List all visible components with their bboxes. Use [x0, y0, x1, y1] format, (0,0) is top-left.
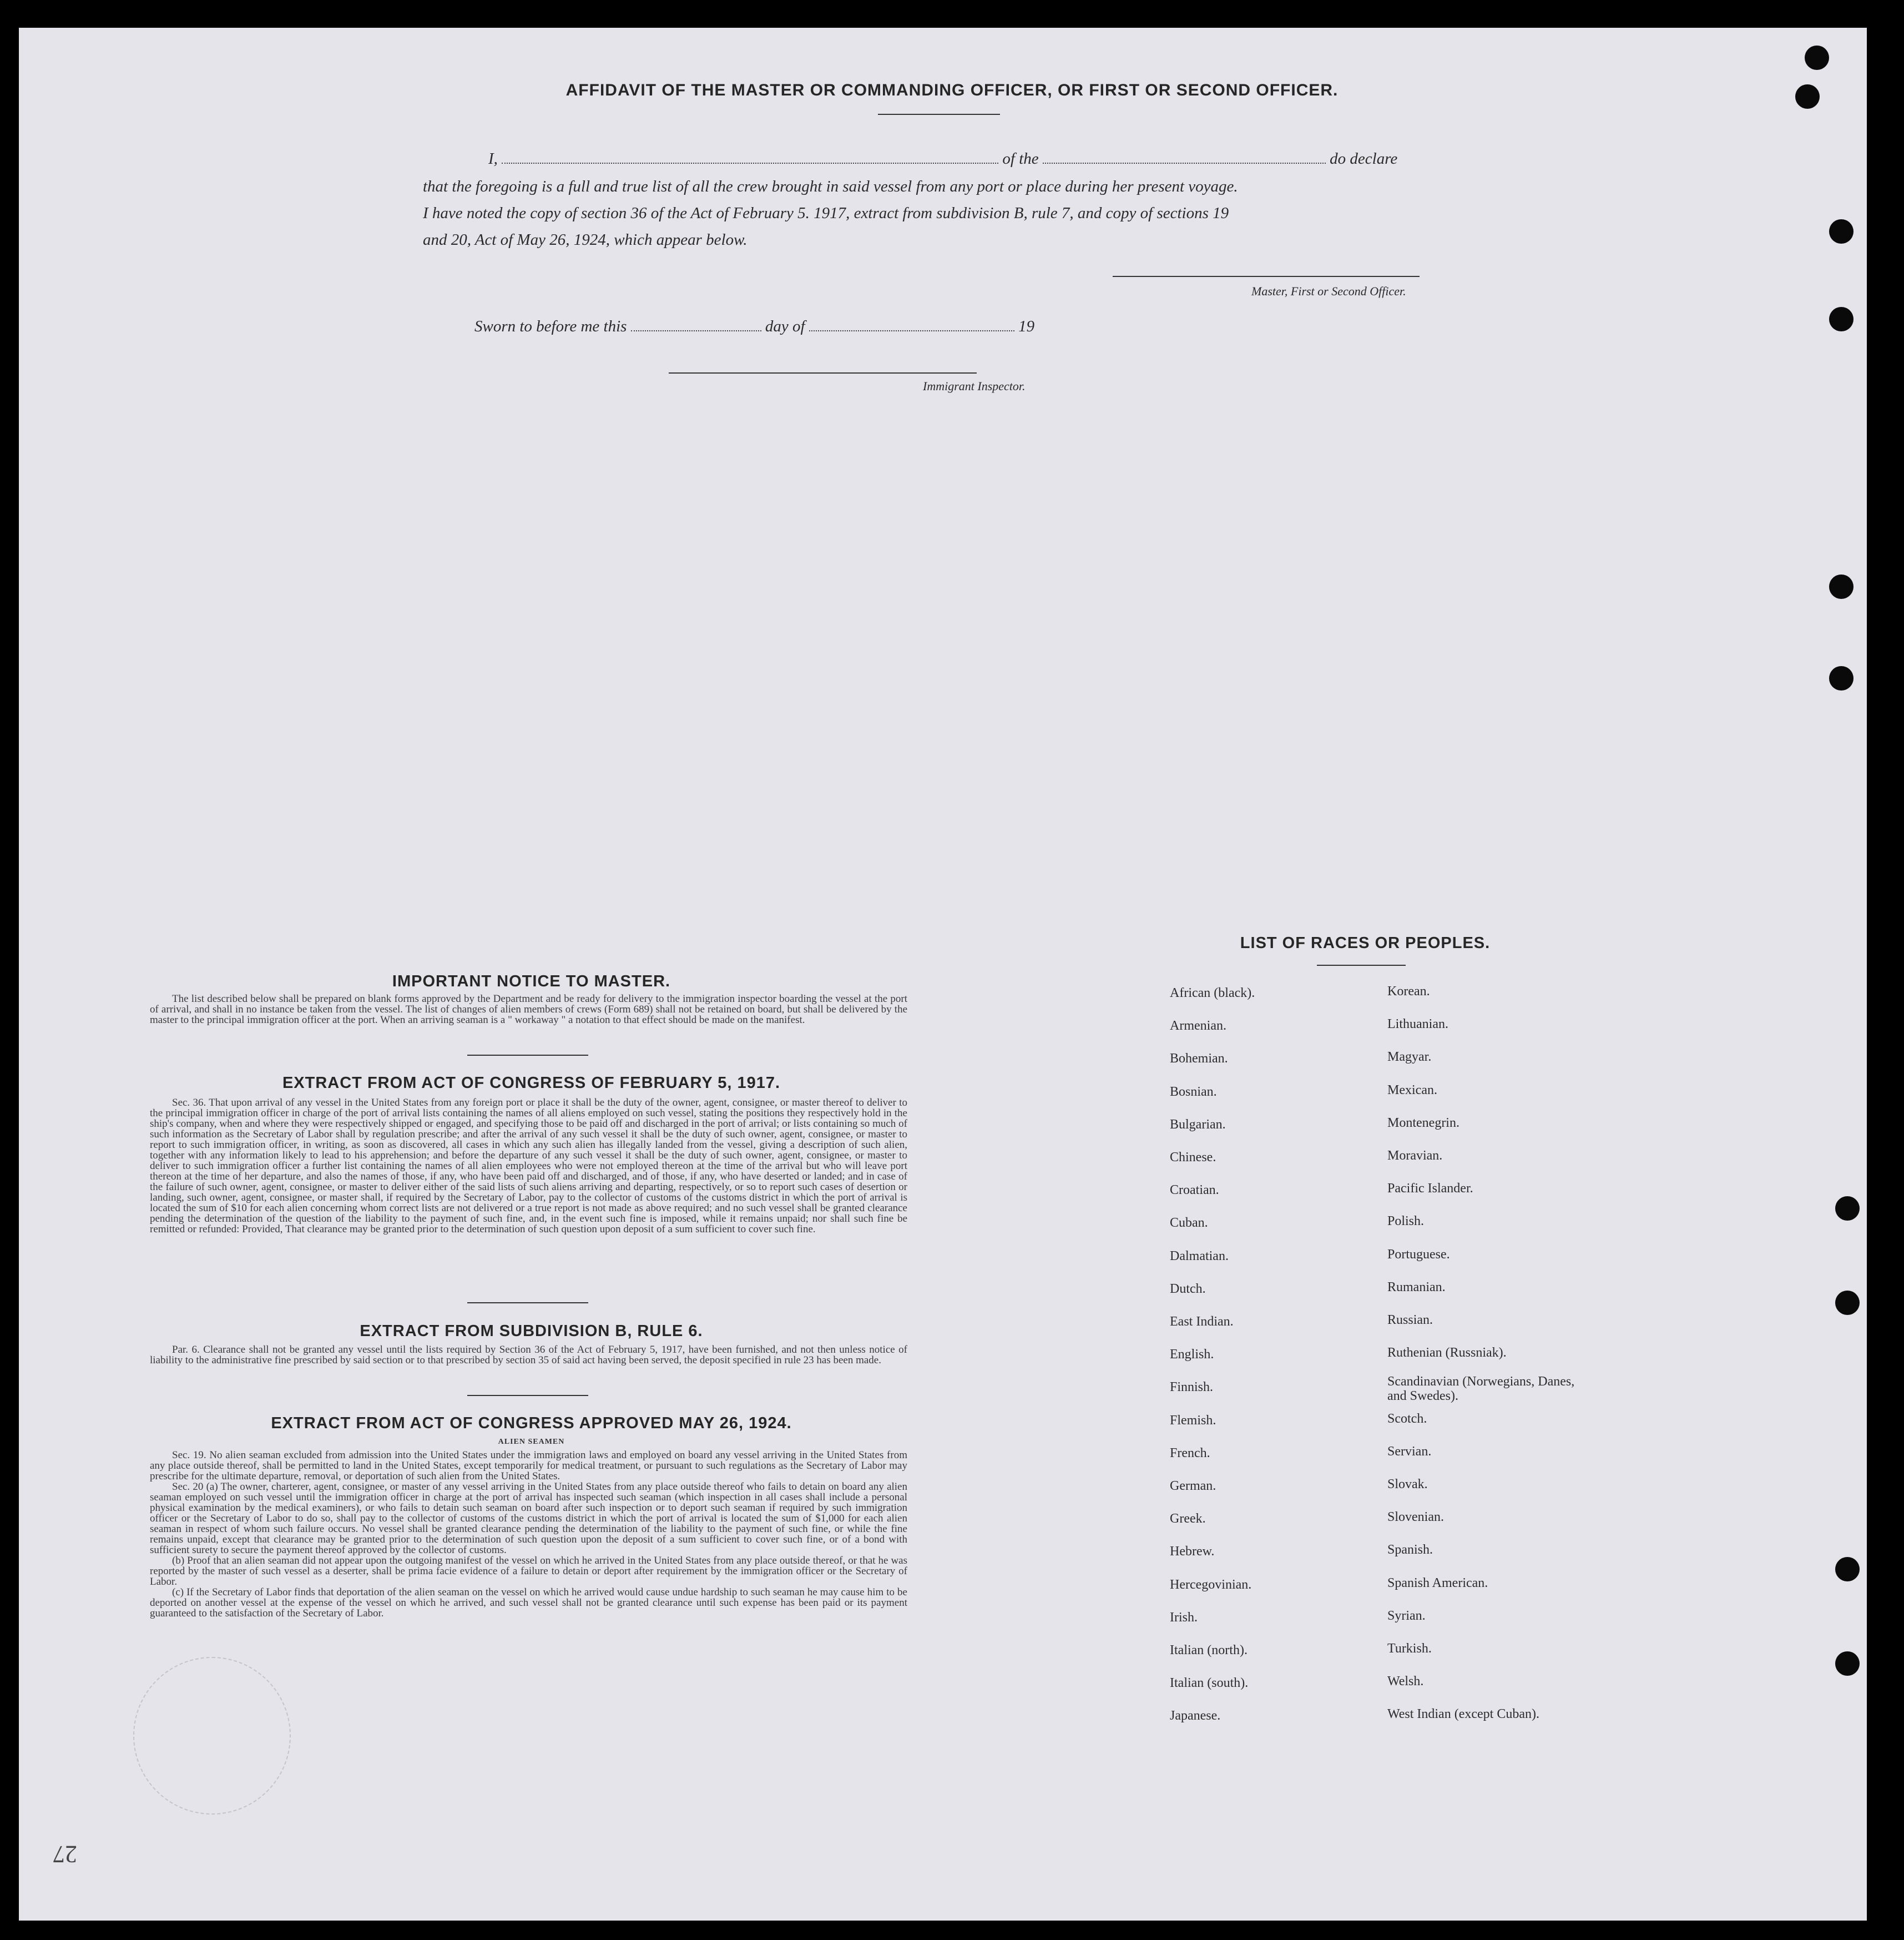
subdivision-text — [150, 1344, 907, 1365]
race-item: West Indian (except Cuban). — [1387, 1707, 1539, 1722]
master-signature-line — [1113, 276, 1420, 277]
name-blank — [502, 163, 998, 164]
subdivision-heading: EXTRACT FROM SUBDIVISION B, RULE 6. — [360, 1322, 703, 1340]
race-item: Magyar. — [1387, 1050, 1432, 1065]
affidavit-line4: and 20, Act of May 26, 1924, which appear below. — [423, 231, 748, 249]
race-item: Syrian. — [1387, 1608, 1426, 1623]
embossed-seal — [133, 1657, 291, 1815]
affidavit-line1 — [488, 150, 1459, 168]
race-item: Greek. — [1170, 1511, 1206, 1526]
race-item: Dutch. — [1170, 1281, 1206, 1296]
race-item: Chinese. — [1170, 1150, 1216, 1165]
punch-hole — [1829, 307, 1854, 331]
race-item: Slovak. — [1387, 1477, 1428, 1491]
race-item: Armenian. — [1170, 1019, 1226, 1034]
race-item: Italian (south). — [1170, 1676, 1249, 1691]
race-item: African (black). — [1170, 986, 1255, 1000]
race-item: Finnish. — [1170, 1380, 1214, 1395]
affidavit-line2: that the foregoing is a full and true list of all the crew brought in said vessel from any port or place during her present voyage. — [423, 178, 1238, 195]
races-heading: LIST OF RACES OR PEOPLES. — [1240, 934, 1491, 952]
punch-hole — [1829, 575, 1854, 599]
sworn-line — [474, 318, 1034, 336]
race-item: Welsh. — [1387, 1674, 1424, 1689]
race-item: Spanish. — [1387, 1543, 1433, 1558]
heading-divider — [878, 114, 1000, 115]
race-item: Hebrew. — [1170, 1544, 1215, 1559]
subdivision-divider — [467, 1395, 588, 1396]
sec20a-paragraph: Sec. 20 (a) The owner, charterer, agent, consignee, or master of any vessel arriving in the United States from any place outside thereof who fails to detain on board any alien seaman employed on such vessel until the immigration officer in charge at the port of arrival has inspected such seaman (which inspection in all cases shall include a personal physical examination by the medical examiners), or who fails to detain such seaman on board after such inspection or to deport such seaman if required by such immigration officer or the Secretary of Labor to do so, shall pay to the collector of customs of the customs district in which the port of arrival is located the sum of $1,000 for each alien seaman in respect of whom such failure occurs. No vessel shall be granted clearance pending the determination of the liability to the payment of such fine, or while the fine remains unpaid, except that clearance may be granted prior to the determination of such question upon the deposit of a sum sufficient to cover such fine, or of a bond with sufficient surety to secure the payment thereof approved by the collector of customs. — [150, 1481, 907, 1556]
race-item: French. — [1170, 1445, 1210, 1460]
race-item: Rumanian. — [1387, 1279, 1446, 1294]
race-item: Turkish. — [1387, 1641, 1432, 1656]
race-item: Lithuanian. — [1387, 1017, 1448, 1032]
master-signature-caption: Master, First or Second Officer. — [1251, 284, 1406, 298]
race-item: Bosnian. — [1170, 1084, 1217, 1099]
race-item: Moravian. — [1387, 1148, 1443, 1163]
sec20b-paragraph: (b) Proof that an alien seaman did not appear upon the outgoing manifest of the vessel on which he arrived in the United States from any place outside thereof, or that he was reported by the master of such vessel as a deserter, shall be prima facie evidence of a failure to detain or deport after requirement by the immigration officer or the Secretary of Labor. — [150, 1555, 907, 1588]
punch-hole — [1835, 1651, 1860, 1676]
extract-1917-text — [150, 1097, 907, 1234]
of-the-label: of the — [1002, 150, 1039, 168]
race-item: Servian. — [1387, 1444, 1432, 1459]
i-label: I, — [488, 150, 498, 168]
race-item: Mexican. — [1387, 1082, 1437, 1097]
punch-hole — [1805, 46, 1829, 70]
affidavit-line3: I have noted the copy of section 36 of the Act of February 5. 1917, extract from subdivision B, rule 7, and copy of sections 19 — [423, 204, 1229, 222]
punch-hole — [1835, 1196, 1860, 1221]
race-item: Flemish. — [1170, 1413, 1216, 1428]
race-item: Hercegovinian. — [1170, 1577, 1252, 1592]
race-item: Dalmatian. — [1170, 1248, 1229, 1263]
race-item: Portuguese. — [1387, 1247, 1450, 1262]
race-item: Cuban. — [1170, 1216, 1208, 1231]
extract-1917-divider — [467, 1302, 588, 1303]
sec20c-paragraph: (c) If the Secretary of Labor finds that deportation of the alien seaman on the vessel on which he arrived would cause undue hardship to such seaman he may cause him to be deported on another vessel at the expense of the vessel on which he arrived, and such vessel shall not be granted clearance until such expense has been paid or its payment guaranteed to the satisfaction of the Secretary of Labor. — [150, 1586, 907, 1619]
extract-1917-heading: EXTRACT FROM ACT OF CONGRESS OF FEBRUARY 5, 1917. — [282, 1074, 781, 1092]
punch-hole — [1835, 1291, 1860, 1315]
races-divider — [1317, 965, 1406, 966]
punch-hole — [1829, 666, 1854, 691]
race-item: Ruthenian (Russniak). — [1387, 1346, 1507, 1360]
race-item: Pacific Islander. — [1387, 1181, 1473, 1196]
race-item: English. — [1170, 1347, 1214, 1362]
race-item: Irish. — [1170, 1610, 1198, 1625]
extract-1924-heading: EXTRACT FROM ACT OF CONGRESS APPROVED MAY 26, 1924. — [271, 1414, 792, 1432]
race-item: Bohemian. — [1170, 1051, 1228, 1066]
punch-hole — [1835, 1557, 1860, 1581]
sworn-year: 19 — [1018, 318, 1035, 335]
race-item: Spanish American. — [1387, 1575, 1488, 1590]
inspector-caption: Immigrant Inspector. — [923, 379, 1026, 393]
race-item: Korean. — [1387, 984, 1430, 999]
affidavit-heading: AFFIDAVIT OF THE MASTER OR COMMANDING OFFICER, OR FIRST OR SECOND OFFICER. — [565, 81, 1339, 99]
punch-hole — [1829, 219, 1854, 244]
notice-text — [150, 994, 907, 1025]
race-item: Italian (north). — [1170, 1643, 1248, 1657]
race-item: Japanese. — [1170, 1709, 1221, 1724]
notice-divider — [467, 1055, 588, 1056]
race-item: Polish. — [1387, 1214, 1425, 1229]
sworn-prefix: Sworn to before me this — [474, 318, 627, 335]
alien-seamen-subheading: ALIEN SEAMEN — [498, 1438, 565, 1446]
race-item: Croatian. — [1170, 1183, 1219, 1198]
race-item: Russian. — [1387, 1313, 1433, 1327]
do-declare-label: do declare — [1330, 150, 1398, 168]
vessel-blank — [1043, 163, 1326, 164]
race-item: German. — [1170, 1479, 1216, 1493]
extract-1924-text — [150, 1450, 907, 1619]
notice-paragraph: The list described below shall be prepared on blank forms approved by the Department and be ready for delivery to the immigration inspector boarding the vessel at the port of arrival, and shall in no instance be taken from the vessel. The list of changes of alien members of crews (Form 689) shall not be retained on board, but shall be delivered by the master to the principal immigration officer at the port. When an arriving seaman is a " workaway " a notation to that effect should be made on the manifest. — [150, 993, 907, 1026]
race-item: Scandinavian (Norwegians, Danes, and Swedes). — [1387, 1374, 1575, 1404]
inspector-signature-line — [669, 372, 977, 374]
notice-heading: IMPORTANT NOTICE TO MASTER. — [392, 972, 671, 990]
sworn-month-blank — [809, 330, 1014, 331]
race-item: East Indian. — [1170, 1314, 1234, 1329]
par6-paragraph: Par. 6. Clearance shall not be granted any vessel until the lists required by Section 36 of the Act of February 5, 1917, have been furnished, and not then unless notice of liability to the administrative fine prescribed by said section or to that prescribed by section 35 of said act having been served, the deposit specified in rule 23 has been made. — [150, 1344, 907, 1366]
sworn-day-label: day of — [765, 318, 805, 335]
sworn-day-blank — [631, 330, 761, 331]
race-item: Bulgarian. — [1170, 1117, 1226, 1132]
race-item: Montenegrin. — [1387, 1115, 1459, 1130]
sec19-paragraph: Sec. 19. No alien seaman excluded from admission into the United States under the immigration laws and employed on board any vessel arriving in the United States from any place outside thereof, shall be permitted to land in the United States, except temporarily for medical treatment, or pursuant to such regulations as the Secretary of Labor may prescribe for the ultimate departure, removal, or deportation of such alien from the United States. — [150, 1449, 907, 1482]
race-item: Slovenian. — [1387, 1510, 1444, 1525]
race-item: Scotch. — [1387, 1411, 1427, 1426]
sec36-paragraph: Sec. 36. That upon arrival of any vessel in the United States from any foreign port or place it shall be the duty of the owner, agent, consignee, or master thereof to deliver to the principal immigration officer in charge of the port of arrival lists containing the names of all aliens employed on such vessel, stating the positions they respectively hold in the ship's company, when and where they were respectively shipped or engaged, and specifying those to be paid off and discharged in the port of arrival; or lists containing so much of such information as the Secretary of Labor shall by regulation prescribe; and after the arrival of any such vessel it shall be the duty of such owner, agent, consignee, or master to report to such immigration officer, in writing, as soon as discovered, all cases in which any such alien has illegally landed from the vessel, giving a description of such alien, together with any information likely to lead to his apprehension; and before the departure of any such vessel it shall be the duty of such owner, agent, consignee, or master to deliver to such immigration officer a further list containing the names of all alien employees who were not employed thereon at the time of the arrival but who will leave port thereon at the time of her departure, and also the names of those, if any, who have been paid off and discharged, and of those, if any, who have deserted or landed; and in case of the failure of such owner, agent, consignee, or master to deliver either of the said lists of such aliens arriving and departing, respectively, or so to report such cases of desertion or landing, such owner, agent, consignee, or master shall, if required by the Secretary of Labor, pay to the collector of customs of the customs district in which the port of arrival is located the sum of $10 for each alien concerning whom correct lists are not delivered or a true report is not made as above required; and no such vessel shall be granted clearance pending the determination of the question of the liability to the payment of such fine, and, in the event such fine is imposed, while it remains unpaid; nor shall such fine be remitted or refunded: Provided, That clearance may be granted prior to the determination of such question upon deposit of a sum sufficient to cover such fine. — [150, 1097, 907, 1235]
margin-note: 27 — [53, 1841, 77, 1868]
